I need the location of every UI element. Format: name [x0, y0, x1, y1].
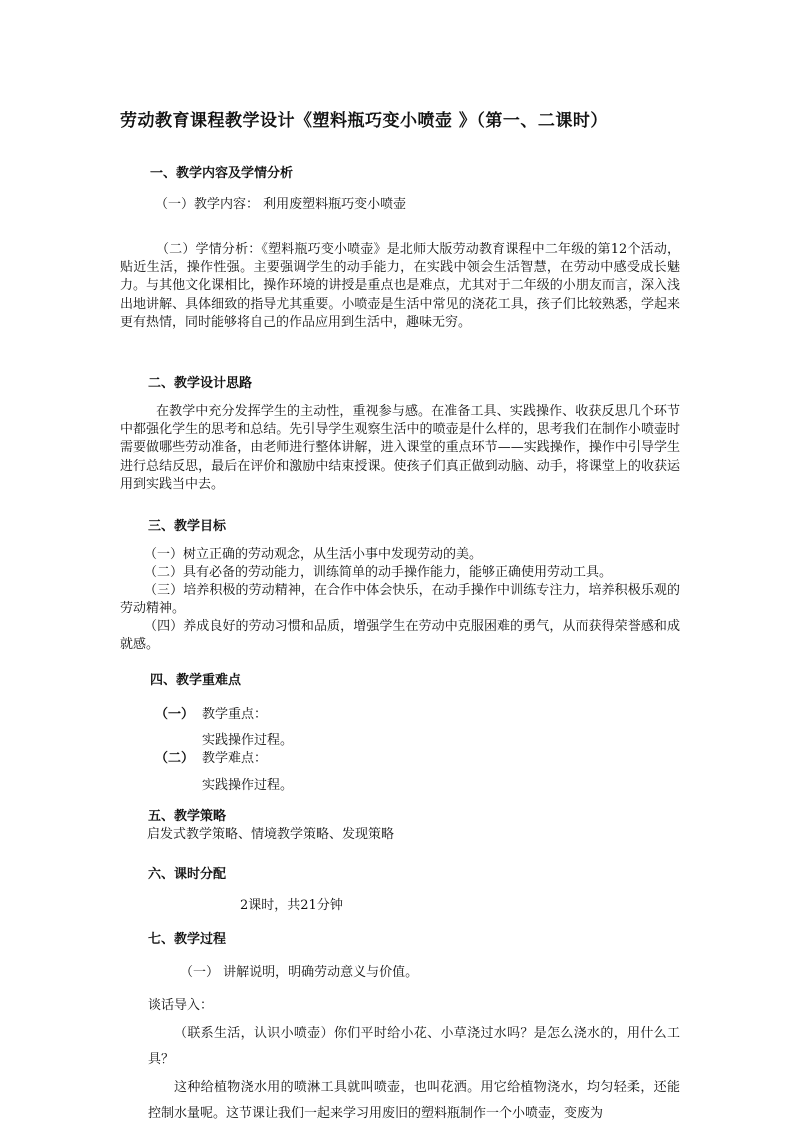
- goal-3: （三）培养积极的劳动精神，在合作中体会快乐，在动手操作中训练专注力，培养积极乐观的劳动精神。: [120, 583, 680, 617]
- difficulty-label: 教学难点：: [202, 751, 268, 766]
- section-3-heading: 三、教学目标: [148, 519, 227, 534]
- section-1-heading: 一、教学内容及学情分析: [150, 166, 294, 181]
- goal-2: （二）具有必备的劳动能力，训练简单的动手操作能力，能够正确使用劳动工具。: [144, 565, 613, 580]
- difficulty-number: （二）: [155, 751, 195, 766]
- section-7-heading: 七、教学过程: [148, 932, 227, 947]
- section-4-heading: 四、教学重难点: [150, 673, 242, 688]
- teaching-content: （一）教学内容： 利用废塑料瓶巧变小喷壶: [155, 197, 407, 212]
- section-6-heading: 六、课时分配: [148, 867, 227, 882]
- section-2-heading: 二、教学设计思路: [148, 376, 253, 391]
- strategy-body: 启发式教学策略、情境教学策略、发现策略: [147, 827, 395, 842]
- key-point-body: 实践操作过程。: [202, 733, 294, 748]
- talk-paragraph-2: 这种给植物浇水用的喷淋工具就叫喷壶，也叫花洒。用它给植物浇水，均匀轻柔，还能控制水量呢。这节课让我们一起来学习用废旧的塑料瓶制作一个小喷壶，变废为: [148, 1080, 680, 1121]
- document-title: 劳动教育课程教学设计《塑料瓶巧变小喷壶 》（第一、二课时）: [120, 111, 608, 131]
- period-allocation: 2课时，共21分钟: [240, 898, 343, 913]
- section-5-heading: 五、教学策略: [148, 809, 227, 824]
- process-step-1: （一） 讲解说明，明确劳动意义与价值。: [180, 965, 419, 980]
- talk-intro-label: 谈话导入：: [148, 998, 214, 1013]
- goal-1: （一）树立正确的劳动观念，从生活小事中发现劳动的美。: [144, 547, 483, 562]
- key-point-label: 教学重点：: [202, 707, 268, 722]
- learning-analysis: （二）学情分析：《塑料瓶巧变小喷壶》是北师大版劳动教育课程中二年级的第12个活动，贴近生活，操作性强。主要强调学生的动手能力，在实践中领会生活智慧，在劳动中感受成长魅力。与其他文化课相比，操作环境的讲授是重点也是难点，尤其对于二年级的小朋友而言，深入浅出地讲解、具体细致的指导尤其重要。小喷壶是生活中常见的浇花工具，孩子们比较熟悉，学起来更有热情，同时能够将自己的作品应用到生活中，趣味无穷。: [120, 242, 680, 330]
- design-idea-paragraph: 在教学中充分发挥学生的主动性，重视参与感。在准备工具、实践操作、收获反思几个环节中都强化学生的思考和总结。先引导学生观察生活中的喷壶是什么样的，思考我们在制作小喷壶时需要做哪些劳动准备，由老师进行整体讲解，进入课堂的重点环节——实践操作，操作中引导学生进行总结反思，最后在评价和激励中结束授课。使孩子们真正做到动脑、动手，将课堂上的收获运用到实践当中去。: [120, 404, 680, 492]
- difficulty-body: 实践操作过程。: [202, 778, 294, 793]
- goal-4: （四）养成良好的劳动习惯和品质，增强学生在劳动中克服困难的勇气，从而获得荣誉感和成就感。: [120, 619, 680, 653]
- key-point-number: （一）: [155, 707, 195, 722]
- talk-paragraph-1: （联系生活，认识小喷壶）你们平时给小花、小草浇过水吗？是怎么浇水的，用什么工具？: [148, 1026, 680, 1067]
